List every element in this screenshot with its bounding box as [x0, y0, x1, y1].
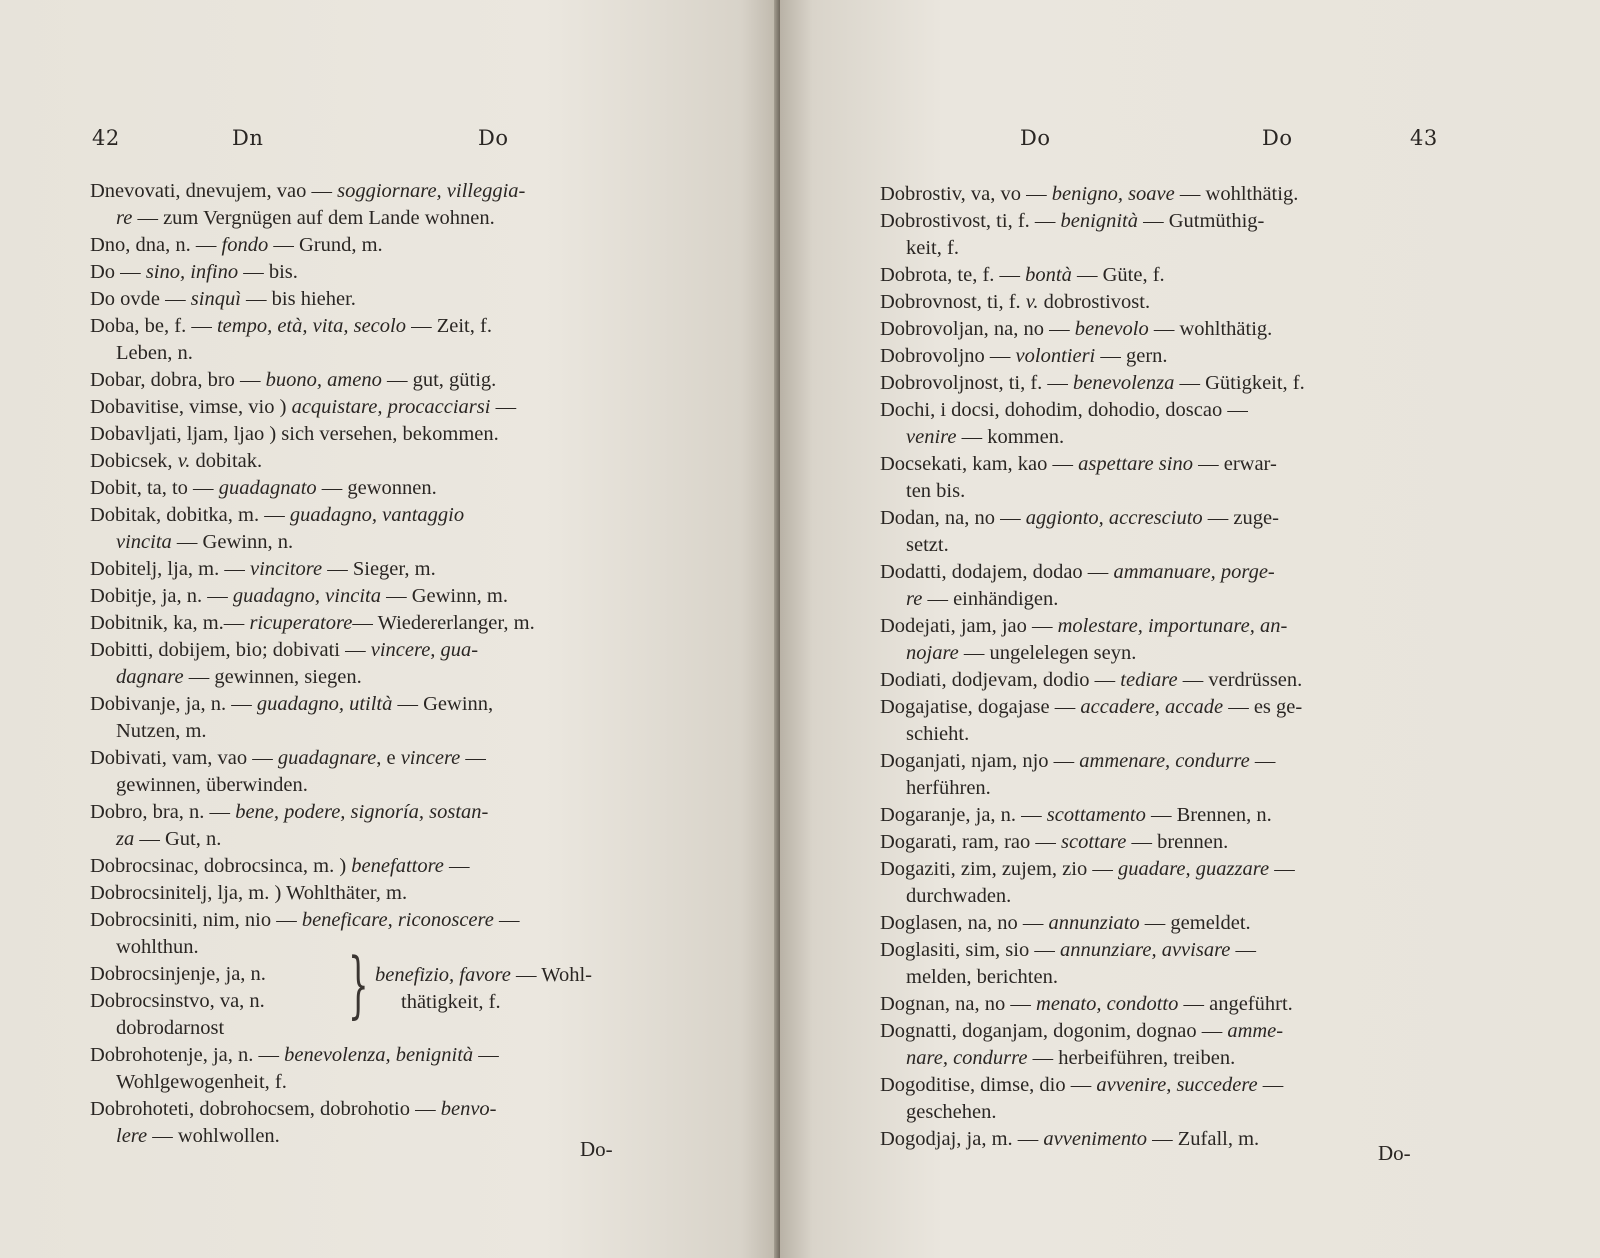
entry-line: geschehen. [906, 1101, 997, 1123]
entry-line: Leben, n. [116, 342, 193, 364]
entry-line: herführen. [906, 777, 991, 799]
right-page [780, 0, 1600, 1258]
entry-line: Dobrocsinitelj, lja, m. ) Wohlthäter, m. [90, 882, 408, 904]
entry-line: Dobitti, dobijem, bio; dobivati — vincere, gua- [90, 639, 479, 661]
entry-line: Docsekati, kam, kao — aspettare sino — erwar- [880, 453, 1277, 475]
entry-line: Dogarati, ram, rao — scottare — brennen. [880, 831, 1229, 853]
entry-line: Dobrovoljan, na, no — benevolo — wohlthätig. [880, 318, 1273, 340]
entry-line: nare, condurre — herbeiführen, treiben. [906, 1047, 1236, 1069]
entry-line: Dno, dna, n. — fondo — Grund, m. [90, 234, 383, 256]
entry-line: Doganjati, njam, njo — ammenare, condurre — [880, 750, 1276, 772]
catchword: Do- [580, 1137, 613, 1161]
entry-line: Doba, be, f. — tempo, età, vita, secolo — Zeit, f. [90, 315, 492, 337]
entry-line: Dobitelj, lja, m. — vincitore — Sieger, m. [90, 558, 436, 580]
dictionary-entries [880, 181, 1455, 1153]
entry-line: Dogaziti, zim, zujem, zio — guadare, guazzare — [880, 858, 1295, 880]
entry-line: lere — wohlwollen. [116, 1125, 280, 1147]
brace-definition [375, 962, 665, 1016]
running-head-left: Dn [232, 126, 264, 150]
entry-line: Dobrostivost, ti, f. — benignità — Gutmüthig- [880, 210, 1265, 232]
entry-line: vincita — Gewinn, n. [116, 531, 294, 553]
entry-line: Dobavitise, vimse, vio ) acquistare, procacciarsi — [90, 396, 517, 418]
entry-line: Dobit, ta, to — guadagnato — gewonnen. [90, 477, 437, 499]
entry-line: Nutzen, m. [116, 720, 207, 742]
brace-symbol: } [348, 942, 369, 1026]
entry-line: Dobrohotenje, ja, n. — benevolenza, benignità — [90, 1044, 499, 1066]
entry-line: Doglasen, na, no — annunziato — gemeldet. [880, 912, 1251, 934]
entry-line: wohlthun. [116, 936, 199, 958]
entry-line: Dodan, na, no — aggionto, accresciuto — zuge- [880, 507, 1279, 529]
entry-line: Dodejati, jam, jao — molestare, importunare, an- [880, 615, 1288, 637]
entry-line: Dobrocsinac, dobrocsinca, m. ) benefattore — [90, 855, 470, 877]
entry-line: melden, berichten. [906, 966, 1058, 988]
entry-line: Dodatti, dodajem, dodao — ammanuare, porge- [880, 561, 1275, 583]
brace-line: thätigkeit, f. [401, 991, 501, 1013]
running-head-right: Do [1262, 126, 1293, 150]
entry-line: Dogodjaj, ja, m. — avvenimento — Zufall, m. [880, 1128, 1260, 1150]
entry-line: keit, f. [906, 237, 959, 259]
page-number: 42 [92, 126, 120, 150]
brace-line: benefizio, favore — Wohl- [375, 964, 592, 986]
entry-line: Dobro, bra, n. — bene, podere, signoría, sostan- [90, 801, 489, 823]
entry-line: Dobitak, dobitka, m. — guadagno, vantaggio [90, 504, 465, 526]
entry-line: Dogajatise, dogajase — accadere, accade — es ge- [880, 696, 1303, 718]
entry-line: Do — sino, infino — bis. [90, 261, 298, 283]
entry-line: Dodiati, dodjevam, dodio — tediare — verdrüssen. [880, 669, 1303, 691]
entry-line: Dochi, i docsi, dohodim, dohodio, doscao — [880, 399, 1248, 421]
entry-line: Dognan, na, no — menato, condotto — angeführt. [880, 993, 1293, 1015]
entry-line: Dobar, dobra, bro — buono, ameno — gut, gütig. [90, 369, 497, 391]
entry-line: Dobrocsiniti, nim, nio — beneficare, riconoscere — [90, 909, 520, 931]
running-head-left: Do [1020, 126, 1051, 150]
entry-line: dagnare — gewinnen, siegen. [116, 666, 362, 688]
entry-line: Dobrocsinjenje, ja, n. [90, 963, 266, 985]
left-page [0, 0, 780, 1258]
entry-line: durchwaden. [906, 885, 1012, 907]
entry-line: Dobavljati, ljam, ljao ) sich versehen, bekommen. [90, 423, 499, 445]
entry-line: Dobitje, ja, n. — guadagno, vincita — Gewinn, m. [90, 585, 508, 607]
entry-line: Dognatti, doganjam, dogonim, dognao — amme- [880, 1020, 1284, 1042]
entry-line: Doglasiti, sim, sio — annunziare, avvisare — [880, 939, 1257, 961]
entry-line: gewinnen, überwinden. [116, 774, 308, 796]
entry-line: Dobitnik, ka, m.— ricuperatore— Wiedererlanger, m. [90, 612, 535, 634]
entry-line: Dobrocsinstvo, va, n. [90, 990, 265, 1012]
page-number: 43 [1410, 126, 1438, 150]
catchword: Do- [1378, 1141, 1411, 1165]
entry-line: schieht. [906, 723, 970, 745]
running-head-right: Do [478, 126, 509, 150]
entry-line: ten bis. [906, 480, 966, 502]
entry-line: Dobrota, te, f. — bontà — Güte, f. [880, 264, 1165, 286]
entry-line: Dobrovoljnost, ti, f. — benevolenza — Gütigkeit, f. [880, 372, 1305, 394]
entry-line: nojare — ungelelegen seyn. [906, 642, 1137, 664]
entry-line: Dobrovoljno — volontieri — gern. [880, 345, 1168, 367]
entry-line: Dobrovnost, ti, f. v. dobrostivost. [880, 291, 1151, 313]
entry-line: Dobivanje, ja, n. — guadagno, utiltà — Gewinn, [90, 693, 494, 715]
entry-line: re — zum Vergnügen auf dem Lande wohnen. [116, 207, 495, 229]
entry-line: Dogoditise, dimse, dio — avvenire, succedere — [880, 1074, 1284, 1096]
entry-line: setzt. [906, 534, 949, 556]
entry-line: re — einhändigen. [906, 588, 1059, 610]
entry-line: Dobivati, vam, vao — guadagnare, e vincere — [90, 747, 486, 769]
entry-line: Do ovde — sinquì — bis hieher. [90, 288, 356, 310]
entry-line: Dnevovati, dnevujem, vao — soggiornare, villeggia- [90, 180, 526, 202]
entry-line: Dobrostiv, va, vo — benigno, soave — wohlthätig. [880, 183, 1299, 205]
entry-line: za — Gut, n. [116, 828, 222, 850]
entry-line: dobrodarnost [116, 1017, 225, 1039]
entry-line: Dobicsek, v. dobitak. [90, 450, 263, 472]
entry-line: Wohlgewogenheit, f. [116, 1071, 287, 1093]
entry-line: Dogaranje, ja, n. — scottamento — Brennen, n. [880, 804, 1272, 826]
entry-line: venire — kommen. [906, 426, 1065, 448]
entry-line: Dobrohoteti, dobrohocsem, dobrohotio — benvo- [90, 1098, 497, 1120]
